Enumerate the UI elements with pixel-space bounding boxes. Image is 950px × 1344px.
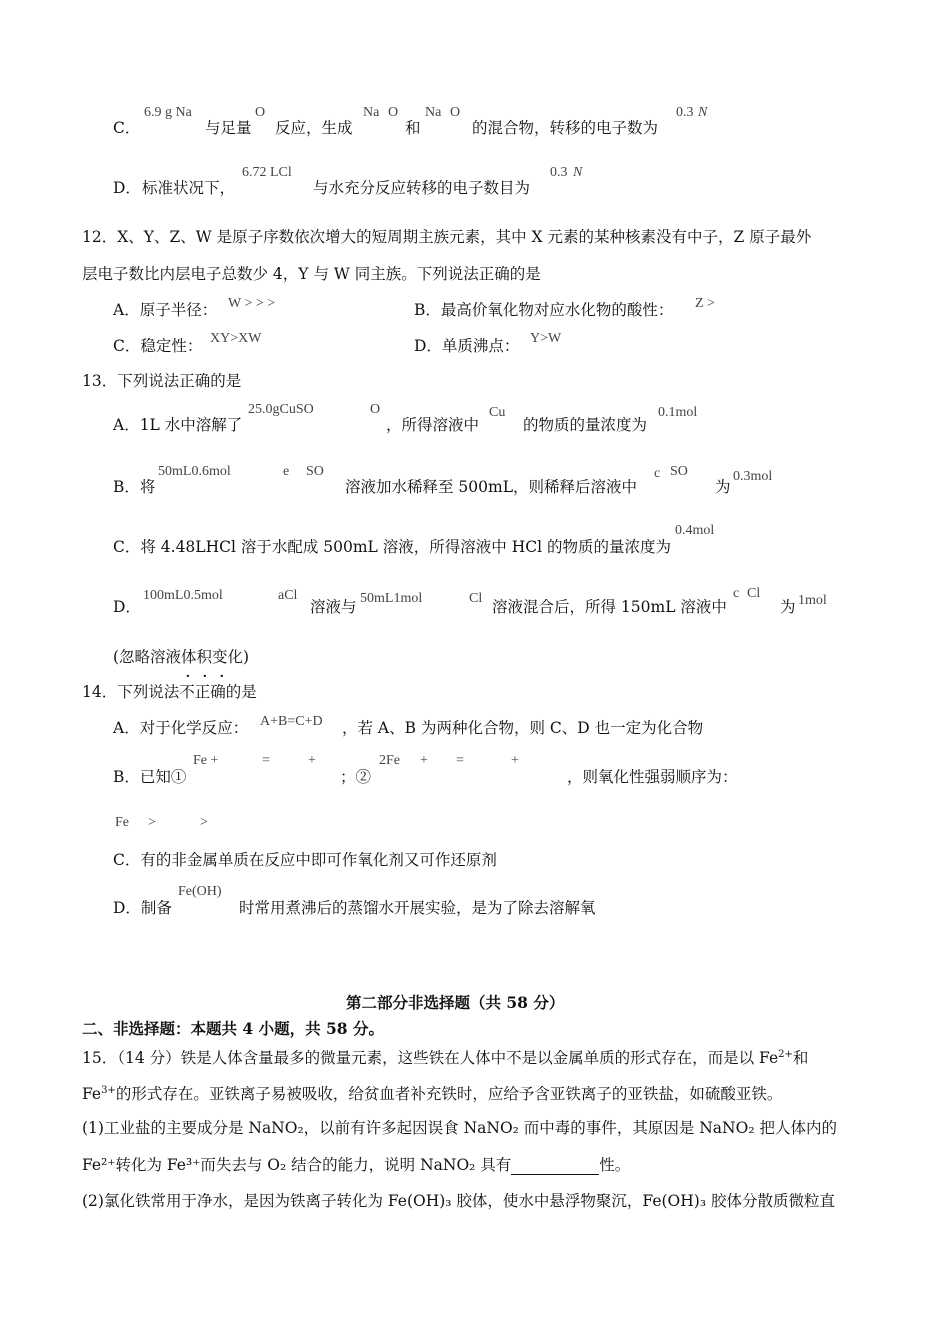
q14-option-c: C．有的非金属单质在反应中即可作氧化剂又可作还原剂 (113, 851, 497, 869)
q12-option-a-formula: W > > > (228, 296, 276, 311)
part2-section-heading: 二、非选择题：本题共 4 小题，共 58 分。 (82, 1019, 384, 1038)
q11-c-formula-na2o-b: O (388, 105, 399, 120)
part2-title: 第二部分非选择题（共 58 分） (346, 993, 565, 1012)
q15-part1-line1: (1)工业盐的主要成分是 NaNO₂，以前有许多起因误食 NaNO₂ 而中毒的事件，其原因是 NaNO₂ 把人体内的 (82, 1119, 837, 1137)
q14-b-order-fe: Fe (115, 815, 129, 830)
q14-b-order-gt1: > (148, 815, 156, 830)
q11-c-text4: 的混合物，转移的电子数为 (472, 119, 659, 137)
q15-part1-line2-text: Fe²⁺转化为 Fe³⁺而失去与 O₂ 结合的能力，说明 NaNO₂ 具有 (82, 1156, 512, 1174)
q11-c-formula-na2o-a: Na (363, 105, 380, 120)
q11-c-formula-o2: O (255, 105, 266, 120)
q11-c-formula-value: 0.3 (676, 105, 694, 120)
q15-part2-line1: (2)氯化铁常用于净水，是因为铁离子转化为 Fe(OH)₃ 胶体，使水中悬浮物聚沉，Fe(OH)₃ 胶体分散质微粒直 (82, 1192, 835, 1210)
q11-c-formula-na: N (698, 105, 708, 120)
q13-b-formula-c: c (654, 466, 661, 481)
q13-c-text: C．将 4.48LHCl 溶于水配成 500mL 溶液，所得溶液中 HCl 的物质的量浓度为 (113, 538, 671, 556)
q13-b-formula-vol: 50mL0.6mol (158, 464, 231, 479)
q11-c-formula-na2o2-a: Na (425, 105, 442, 120)
q11-d-formula-na: N (573, 165, 583, 180)
q15-line1-text: 15．（14 分）铁是人体含量最多的微量元素，这些铁在人体中不是以金属单质的形式存在，而是以 Fe (82, 1049, 779, 1068)
q14-b-eq1-plus: + (308, 753, 316, 768)
q13-d-formula-cl: Cl (469, 591, 483, 606)
q14-b-eq1-fe: Fe + (193, 753, 219, 768)
emphasis-dot: · (202, 666, 208, 687)
q15-line2-sup: 3+ (101, 1085, 116, 1096)
q13-b-text1: B．将 (113, 478, 156, 496)
q13-a-text2: ，所得溶液中 (386, 416, 480, 434)
q12-stem-line1: 12．X、Y、Z、W 是原子序数依次增大的短周期主族元素，其中 X 元素的某种核素没有中子，Z 原子最外 (82, 228, 812, 246)
q13-d-text1: D． (113, 598, 141, 616)
q12-stem-line2: 层电子数比内层电子总数少 4，Y 与 W 同主族。下列说法正确的是 (82, 265, 541, 283)
q13-b-formula-fe: e (283, 464, 290, 479)
q11-c-formula-na2o2-b: O (450, 105, 461, 120)
q15-line2 (82, 1081, 782, 1104)
q14-a-text1: A．对于化学反应： (113, 719, 249, 737)
q14-b-order-gt2: > (200, 815, 208, 830)
q12-option-d-formula: Y>W (530, 331, 562, 346)
q12-option-c-formula: XY>XW (210, 331, 262, 346)
q13-d-formula-conc: 1mol (798, 593, 827, 608)
q12-option-b-formula: Z > (695, 296, 715, 311)
q11-c-text2: 反应，生成 (275, 119, 353, 137)
q13-c-formula-conc: 0.4mol (675, 523, 715, 538)
q13-d-formula-cl2: Cl (747, 586, 761, 601)
q11-d-text1: 标准状况下， (142, 179, 236, 197)
q15-line1-end: 和 (792, 1049, 809, 1068)
q13-d-text3: 溶液混合后，所得 150mL 溶液中 (492, 598, 727, 616)
q13-d-formula-nacl: aCl (278, 588, 298, 603)
q13-a-formula-cu: Cu (489, 405, 506, 420)
q14-d-text2: 时常用煮沸后的蒸馏水开展实验，是为了除去溶解氧 (239, 899, 596, 917)
q14-b-text3: ，则氧化性强弱顺序为： (567, 768, 738, 786)
q13-b-text2: 溶液加水稀释至 500mL，则稀释后溶液中 (345, 478, 638, 496)
q13-b-formula-so4: SO (306, 464, 324, 479)
q13-a-text1: A．1L 水中溶解了 (113, 416, 243, 434)
q14-b-text1: B．已知① (113, 768, 187, 786)
q13-d-text2: 溶液与 (310, 598, 357, 616)
q14-a-formula: A+B=C+D (260, 714, 323, 729)
q13-a-formula-h2o: O (370, 402, 381, 417)
q13-stem: 13．下列说法正确的是 (82, 372, 242, 390)
q11-d-formula-cl2: 6.72 LCl (242, 165, 292, 180)
q14-stem: 14．下列说法不正确的是 (82, 683, 257, 701)
q13-a-formula-conc: 0.1mol (658, 405, 698, 420)
q13-d-text4: 为 (780, 598, 796, 616)
q11-c-formula-mass: 6.9 g Na (144, 105, 192, 120)
q11-c-text3: 和 (405, 119, 421, 137)
q14-b-eq1-equals: = (262, 753, 270, 768)
q13-b-formula-so4-2: SO (670, 464, 688, 479)
q14-a-text2: ，若 A、B 为两种化合物，则 C、D 也一定为化合物 (342, 719, 704, 737)
q15-line1-sup: 2+ (778, 1049, 793, 1060)
q14-b-eq2-plus1: + (420, 753, 428, 768)
q12-option-a: A．原子半径： (113, 301, 218, 319)
q13-b-text3: 为 (715, 478, 731, 496)
q14-d-formula: Fe(OH) (178, 884, 222, 899)
q13-a-formula-cuso4: 25.0gCuSO (248, 402, 314, 417)
q11-d-letter: D． (113, 179, 141, 197)
q13-a-text3: 的物质的量浓度为 (523, 416, 648, 434)
q14-b-eq2-equals: = (456, 753, 464, 768)
q15-line2-text: 的形式存在。亚铁离子易被吸收，给贫血者补充铁时，应给予含亚铁离子的亚铁盐，如硫酸亚铁。 (115, 1085, 783, 1104)
q11-d-formula-value: 0.3 (550, 165, 568, 180)
q11-c-letter: C． (113, 119, 141, 137)
q14-b-eq2-plus2: + (511, 753, 519, 768)
q14-b-text2: ；② (340, 768, 372, 786)
q14-b-eq2-fe: 2Fe (379, 753, 400, 768)
q15-line1 (82, 1045, 808, 1068)
q13-d-formula-vol1: 100mL0.5mol (143, 588, 223, 603)
q13-b-formula-conc: 0.3mol (733, 469, 773, 484)
emphasis-dot: · (219, 666, 225, 687)
q14-d-text1: D．制备 (113, 899, 172, 917)
q13-note: (忽略溶液体积变化) (113, 648, 250, 666)
q15-part1-line2 (82, 1155, 630, 1175)
emphasis-dot: · (185, 666, 191, 687)
q12-option-d: D．单质沸点： (414, 337, 520, 355)
q11-c-text1: 与足量 (205, 119, 252, 137)
q13-d-formula-c: c (733, 586, 740, 601)
q15-part1-line2-end: 性。 (599, 1156, 631, 1174)
q13-d-formula-vol2: 50mL1mol (360, 591, 423, 606)
q12-option-c: C．稳定性： (113, 337, 203, 355)
q12-option-b: B．最高价氧化物对应水化物的酸性： (414, 301, 674, 319)
q15-line2-fe: Fe (82, 1085, 102, 1104)
answer-blank[interactable] (511, 1160, 599, 1175)
q11-d-text2: 与水充分反应转移的电子数目为 (313, 179, 531, 197)
